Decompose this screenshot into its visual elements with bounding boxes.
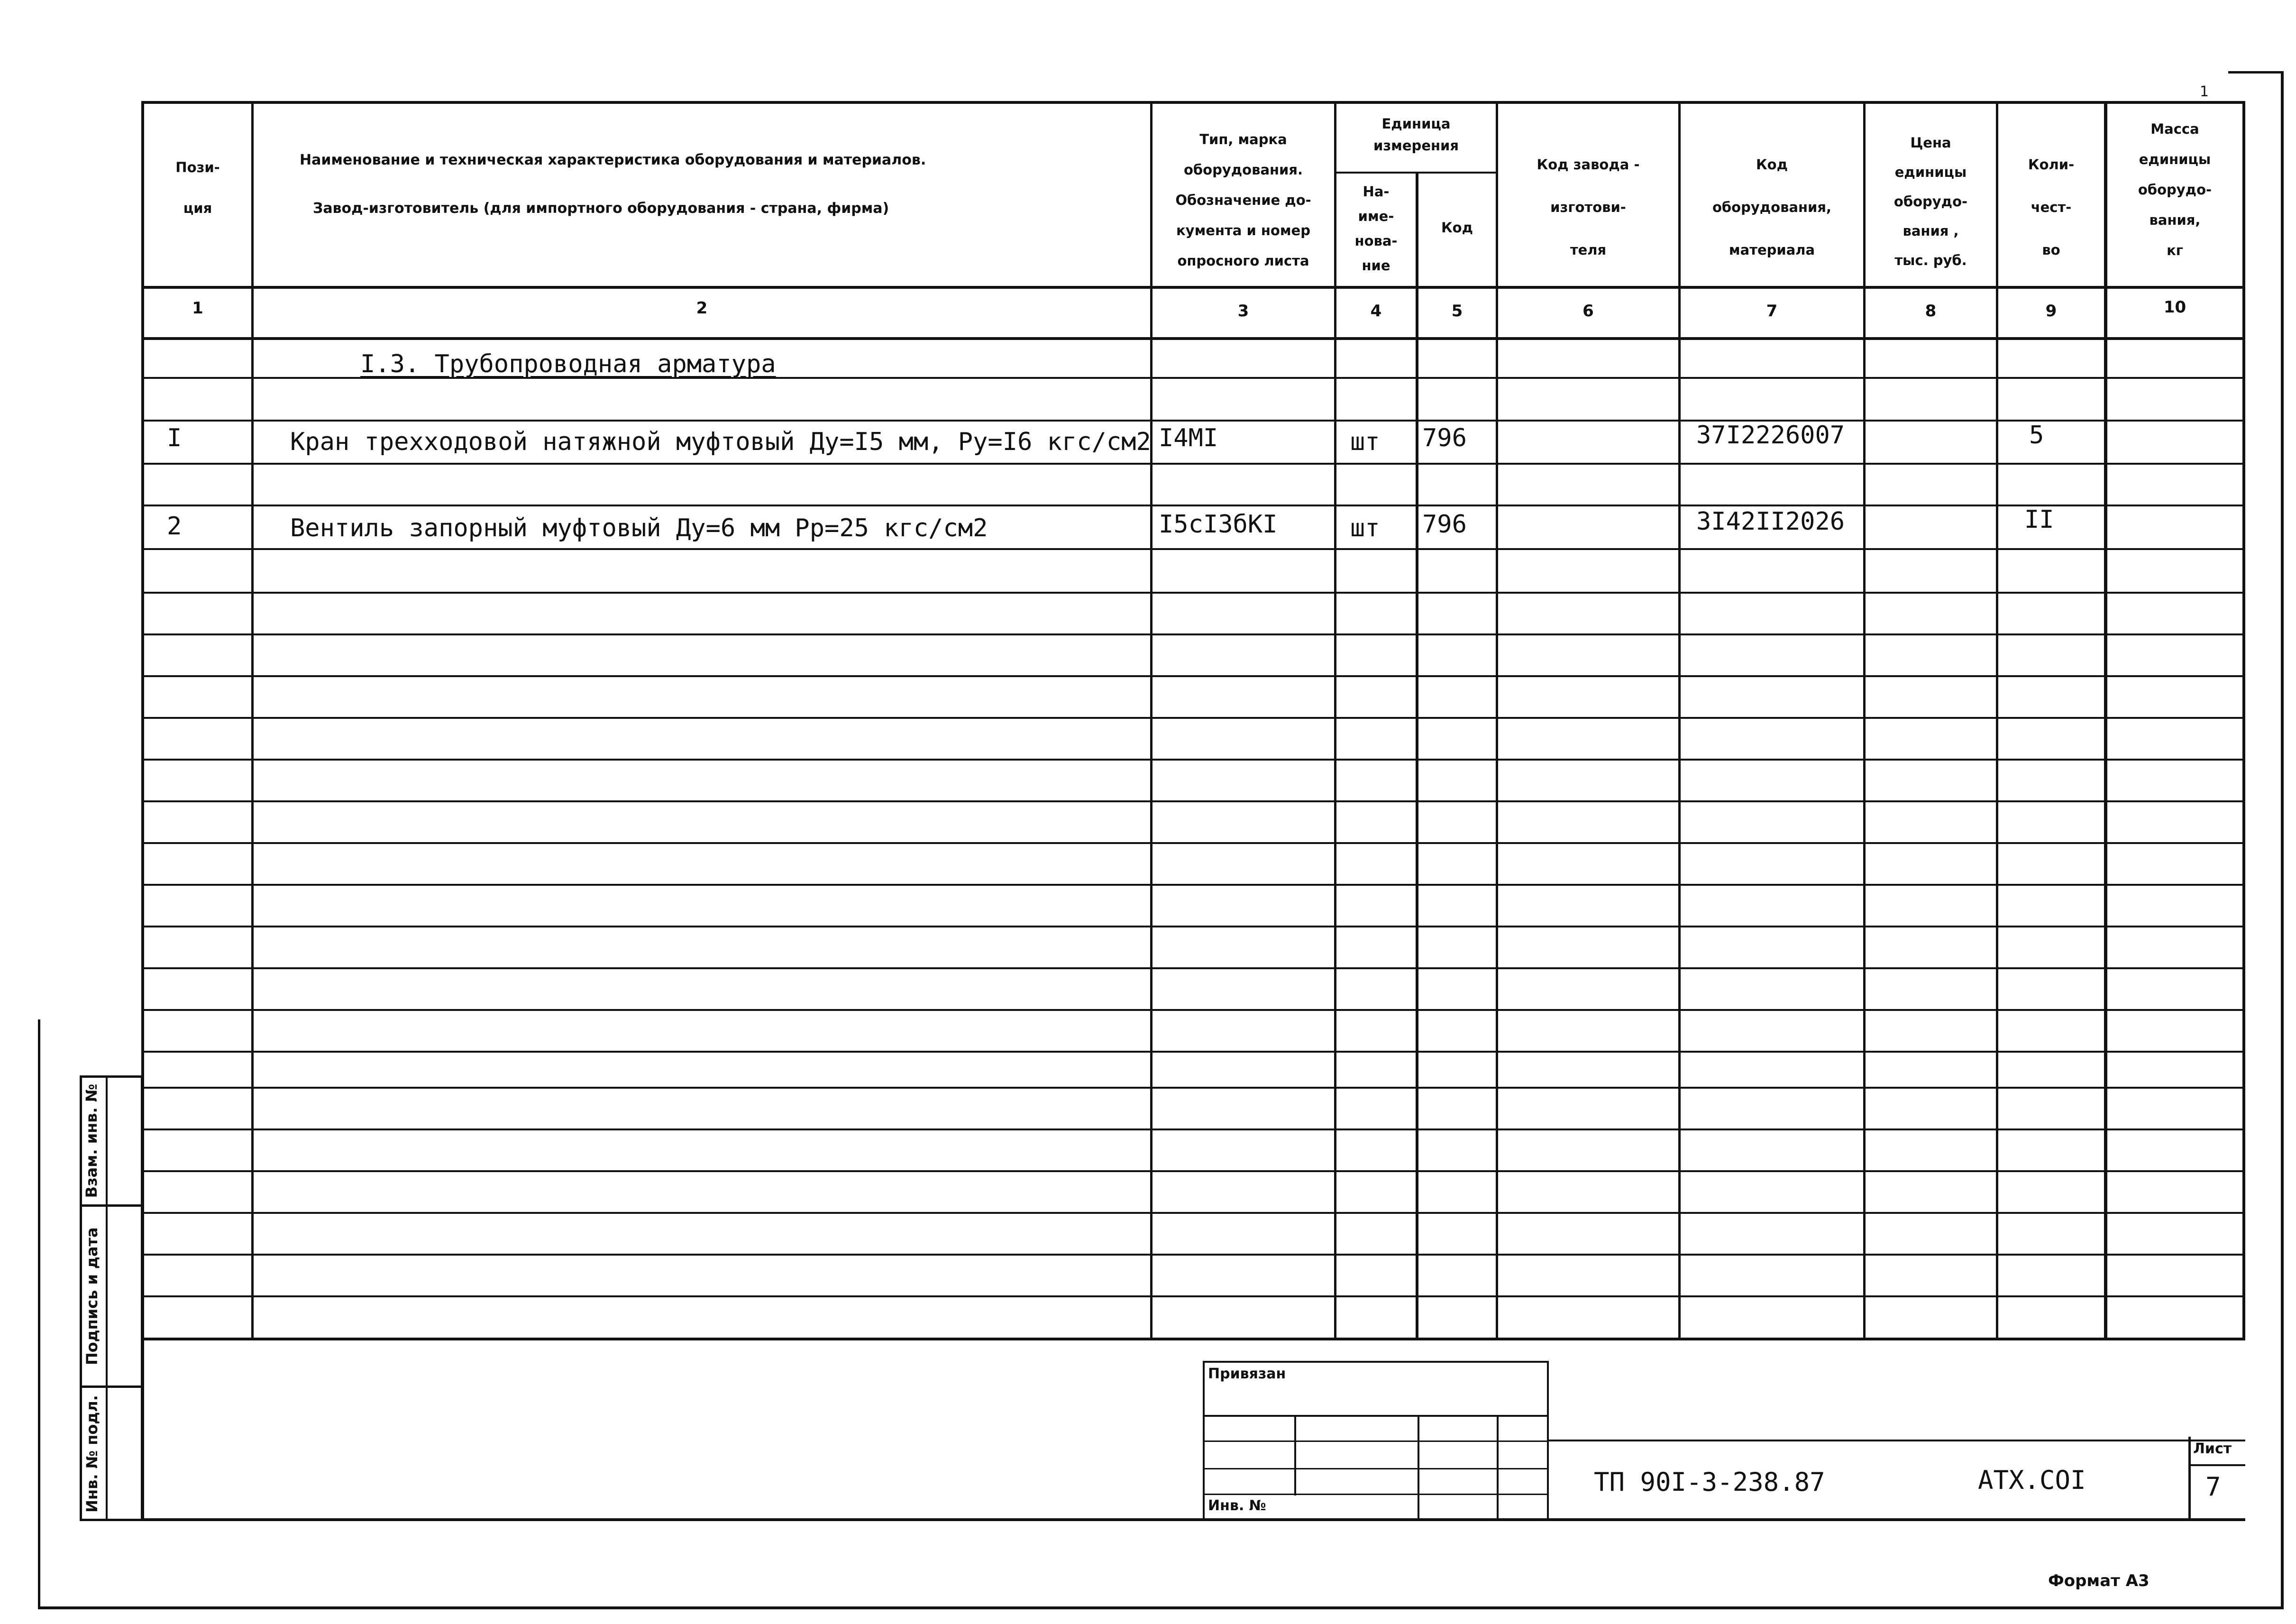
table-row-line	[141, 675, 2245, 677]
table-row-line	[141, 800, 2245, 802]
table-row-line	[141, 1170, 2245, 1172]
header-mass: Масса единицы оборудо- вания, кг	[2138, 121, 2212, 258]
sheet-bottom-line	[141, 1518, 2245, 1521]
header-unit-code: Код	[1441, 220, 1473, 236]
colnum-1: 1	[192, 299, 203, 318]
outer-frame-right	[2281, 71, 2284, 1609]
title-block-top	[1549, 1440, 2245, 1441]
col-line-3	[1334, 101, 1336, 1339]
table-row-line	[141, 717, 2245, 719]
row2-unit-code: 796	[1422, 510, 1467, 539]
header-bottom-line	[141, 286, 2245, 289]
row1-qty: 5	[2029, 421, 2044, 450]
table-top-border	[141, 101, 2245, 104]
format-label: Формат А3	[2048, 1571, 2150, 1590]
section-title: I.3. Трубопроводная арматура	[360, 350, 776, 378]
privyazan-vline3	[1497, 1415, 1499, 1520]
colnum-2: 2	[696, 299, 708, 318]
table-row-line	[141, 1051, 2245, 1053]
side-label-sign: Подпись и дата	[83, 1227, 101, 1365]
table-row-line	[141, 884, 2245, 886]
row1-equip-code: 37I2226007	[1696, 421, 1845, 450]
sheet-box-sep	[2188, 1464, 2245, 1466]
header-unit-group: Единица измерения	[1373, 116, 1459, 154]
doc-code: ТП 90I-3-238.87	[1594, 1467, 1825, 1497]
privyazan-vline2	[1418, 1415, 1419, 1520]
colnum-9: 9	[2045, 302, 2057, 321]
sheet-number: 7	[2205, 1472, 2221, 1502]
sheet-label: Лист	[2193, 1440, 2232, 1457]
colnum-bottom-line	[141, 337, 2245, 340]
table-bottom-line	[141, 1338, 2245, 1340]
row2-position: 2	[167, 512, 182, 541]
row2-type: I5cI3бKI	[1159, 510, 1278, 539]
row2-name: Вентиль запорный муфтовый Ду=6 мм Рр=25 кгс/см2	[290, 514, 988, 542]
header-name-line1: Наименование и техническая характеристика оборудования и материалов.	[300, 152, 926, 168]
colnum-6: 6	[1583, 302, 1594, 321]
row1-position: I	[167, 424, 182, 452]
col-line-7	[1863, 101, 1866, 1339]
header-type: Тип, марка оборудования. Обозначение до- кумента и номер опросного листа	[1175, 131, 1311, 269]
row2-unit-name: шт	[1350, 514, 1380, 542]
table-row-line	[141, 967, 2245, 969]
doc-mark: АТХ.COI	[1978, 1465, 2086, 1495]
table-row-line	[141, 633, 2245, 635]
colnum-7: 7	[1766, 302, 1778, 321]
table-row-line	[141, 926, 2245, 927]
colnum-4: 4	[1370, 302, 1382, 321]
col-line-5	[1496, 101, 1498, 1339]
table-row-line	[141, 463, 2245, 465]
inv-no-label: Инв. №	[1208, 1497, 1266, 1514]
col-line-9	[2104, 101, 2107, 1339]
colnum-5: 5	[1451, 302, 1463, 321]
side-strip-divider	[106, 1075, 108, 1521]
outer-frame-bottom	[40, 1606, 2284, 1609]
header-name-line2: Завод-изготовитель (для импортного оборудования - страна, фирма)	[313, 200, 889, 217]
table-row-line	[141, 420, 2245, 422]
outer-frame-topright	[2228, 71, 2284, 73]
col-line-6	[1678, 101, 1681, 1339]
table-row-line	[141, 759, 2245, 761]
row1-type: I4MI	[1159, 424, 1218, 452]
table-row-line	[141, 1009, 2245, 1011]
unit-group-divider	[1334, 172, 1498, 174]
col-line-1	[251, 101, 254, 1339]
col-line-8	[1996, 101, 1998, 1339]
header-position: Пози- ция	[175, 159, 220, 216]
col-line-2	[1150, 101, 1153, 1339]
row1-name: Кран трехходовой натяжной муфтовый Ду=I5 мм, Ру=I6 кгс/см2	[290, 428, 1151, 456]
colnum-10: 10	[2163, 298, 2186, 317]
table-row-line	[141, 1129, 2245, 1130]
table-row-line	[141, 1212, 2245, 1214]
corner-mark: 1	[2200, 83, 2209, 100]
side-label-inv: Инв. № подл.	[83, 1395, 101, 1513]
row2-equip-code: 3I42II2026	[1696, 507, 1845, 536]
table-row-line	[141, 505, 2245, 506]
header-qty: Коли- чест- во	[2028, 156, 2075, 258]
table-row-line	[141, 1254, 2245, 1256]
header-price: Цена единицы оборудо- вания , тыс. руб.	[1894, 135, 1968, 268]
header-equip-code: Код оборудования, материала	[1712, 156, 1832, 258]
table-row-line	[141, 592, 2245, 594]
colnum-3: 3	[1237, 302, 1249, 321]
table-row-line	[141, 1087, 2245, 1089]
table-row-line	[141, 548, 2245, 550]
header-unit-name: На- име- нова- ние	[1354, 184, 1398, 274]
privyazan-vline1	[1294, 1415, 1296, 1496]
sheet-box-left	[2188, 1437, 2191, 1521]
outer-frame-left-stub	[38, 1019, 40, 1609]
privyazan-label: Привязан	[1208, 1366, 1286, 1382]
row1-unit-code: 796	[1422, 424, 1467, 452]
col-line-4	[1416, 173, 1418, 1339]
header-plant-code: Код завода - изготови- теля	[1537, 156, 1640, 258]
table-row-line	[141, 1295, 2245, 1297]
table-row-line	[141, 842, 2245, 844]
row1-unit-name: шт	[1350, 428, 1380, 456]
row2-qty: II	[2024, 505, 2054, 534]
side-strip-sep2	[80, 1385, 143, 1388]
side-label-vzam: Взам. инв. №	[82, 1083, 101, 1198]
colnum-8: 8	[1925, 302, 1937, 321]
